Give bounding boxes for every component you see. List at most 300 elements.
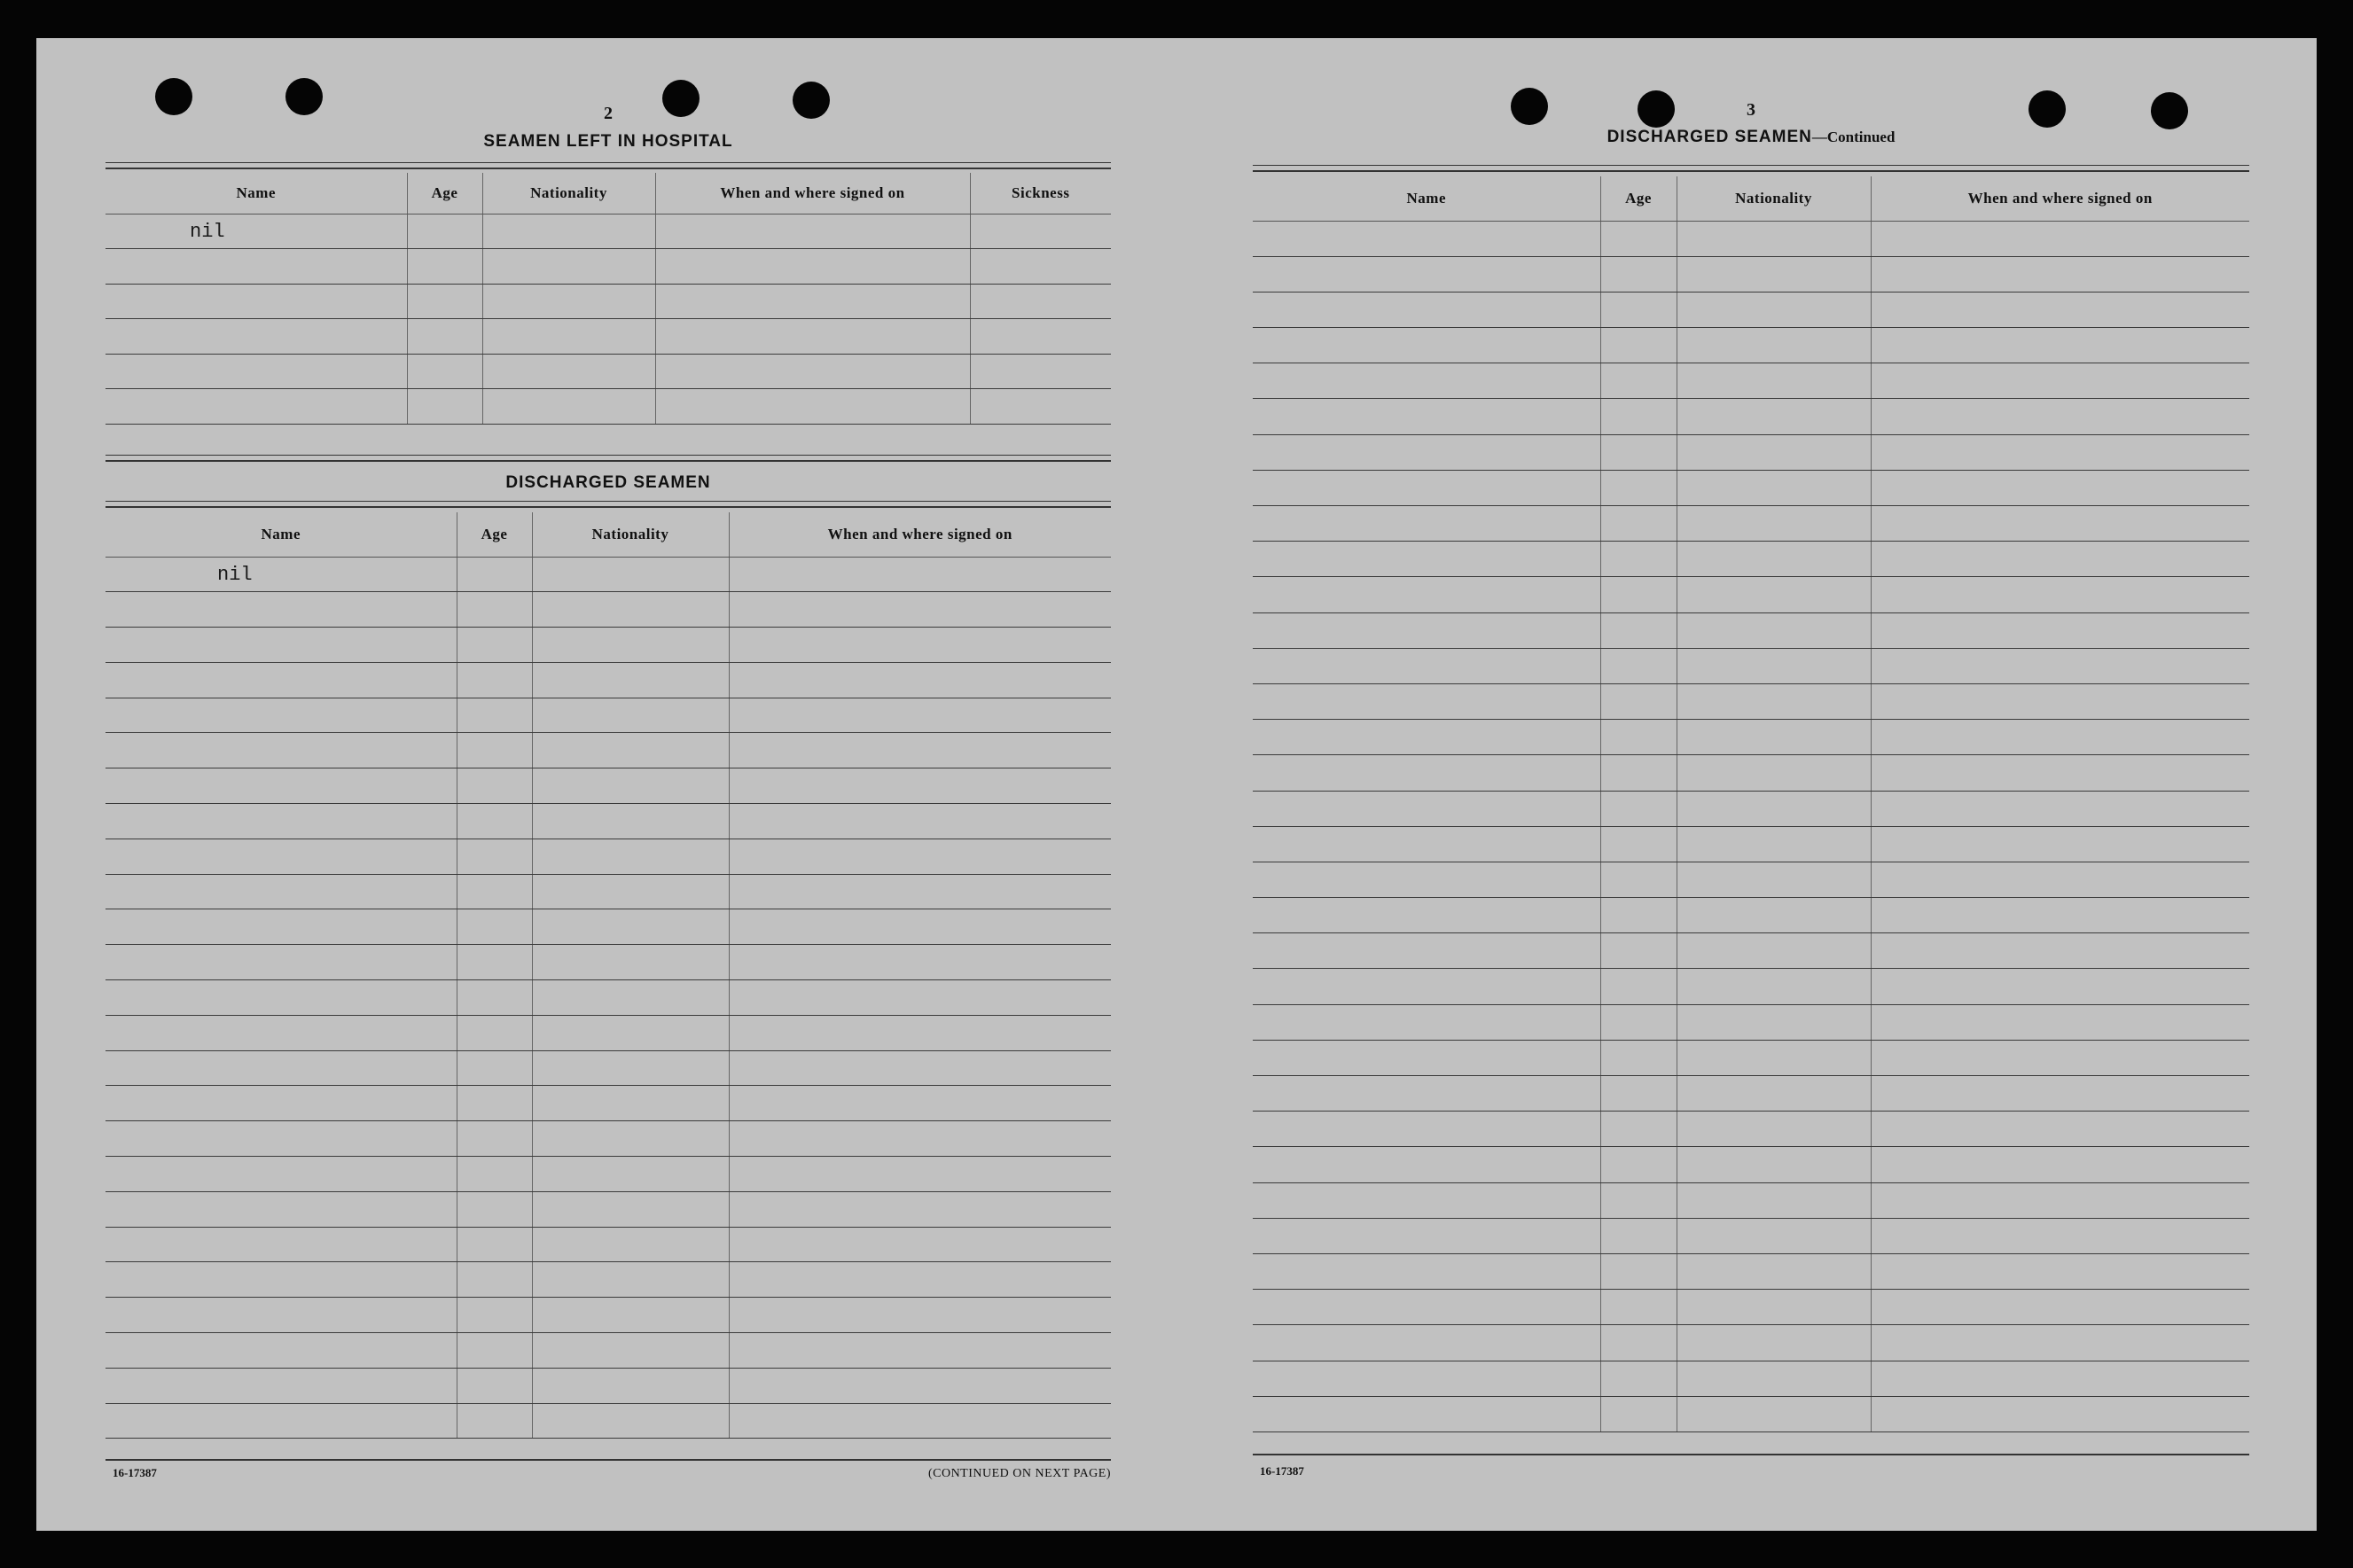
section-rule	[1253, 165, 2249, 172]
table-cell	[106, 557, 457, 592]
table-cell	[457, 1015, 532, 1050]
table-cell	[1677, 898, 1871, 933]
table-row	[106, 874, 1111, 909]
table-cell	[457, 1121, 532, 1157]
table-cell	[482, 214, 655, 249]
table-cell	[1677, 1182, 1871, 1218]
table-cell	[1871, 399, 2249, 434]
table-cell	[106, 1298, 457, 1333]
table-cell	[106, 1403, 457, 1439]
table-row	[1253, 1076, 2249, 1112]
table-cell	[532, 628, 729, 663]
table-row	[106, 804, 1111, 839]
table-cell	[1677, 470, 1871, 505]
table-row	[1253, 1004, 2249, 1040]
table-cell	[1600, 363, 1677, 399]
table-cell	[106, 389, 407, 425]
column-header-nationality: Nationality	[532, 512, 729, 557]
table-cell	[729, 1368, 1111, 1403]
column-header-nationality: Nationality	[482, 173, 655, 214]
table-cell	[729, 839, 1111, 874]
typed-entry: nil	[190, 221, 225, 243]
table-cell	[1871, 1218, 2249, 1253]
table-cell	[457, 1086, 532, 1121]
table-cell	[1677, 506, 1871, 542]
table-cell	[729, 662, 1111, 698]
table-cell	[1677, 720, 1871, 755]
hospital-table	[106, 173, 1111, 425]
table-cell	[1253, 898, 1600, 933]
table-cell	[1600, 1112, 1677, 1147]
table-cell	[1253, 328, 1600, 363]
table-cell	[106, 249, 407, 285]
table-cell	[1677, 683, 1871, 719]
table-row	[106, 1015, 1111, 1050]
table-cell	[1600, 1040, 1677, 1075]
table-cell	[970, 214, 1111, 249]
table-cell	[1600, 1325, 1677, 1361]
table-cell	[1600, 1253, 1677, 1289]
table-cell	[457, 1050, 532, 1086]
table-row	[1253, 1290, 2249, 1325]
table-row	[1253, 506, 2249, 542]
table-row	[1253, 720, 2249, 755]
table-row	[1253, 826, 2249, 862]
table-cell	[1677, 434, 1871, 470]
table-cell	[106, 284, 407, 319]
table-cell	[106, 874, 457, 909]
table-cell	[106, 1086, 457, 1121]
table-cell	[532, 768, 729, 804]
table-cell	[729, 1403, 1111, 1439]
table-cell	[1600, 256, 1677, 292]
table-cell	[1600, 898, 1677, 933]
table-cell	[655, 354, 970, 389]
table-cell	[532, 980, 729, 1016]
table-cell	[457, 1368, 532, 1403]
table-cell	[1871, 328, 2249, 363]
table-cell	[532, 662, 729, 698]
table-cell	[1677, 1147, 1871, 1182]
table-cell	[1871, 542, 2249, 577]
table-cell	[1253, 648, 1600, 683]
table-cell	[457, 945, 532, 980]
table-row	[106, 557, 1111, 592]
table-cell	[106, 804, 457, 839]
table-cell	[1600, 221, 1677, 256]
hospital-section-title: SEAMEN LEFT IN HOSPITAL	[483, 132, 733, 151]
continued-note: (CONTINUED ON NEXT PAGE)	[927, 1467, 1111, 1480]
table-cell	[482, 319, 655, 355]
column-header-age: Age	[457, 512, 532, 557]
table-cell	[1253, 1361, 1600, 1396]
table-cell	[532, 1298, 729, 1333]
table-cell	[1253, 506, 1600, 542]
table-cell	[1677, 256, 1871, 292]
table-cell	[1253, 292, 1600, 327]
section-rule	[106, 455, 1111, 462]
table-cell	[1871, 470, 2249, 505]
table-cell	[106, 1121, 457, 1157]
table-cell	[1677, 1076, 1871, 1112]
table-row	[1253, 256, 2249, 292]
table-cell	[457, 1333, 532, 1369]
table-cell	[655, 284, 970, 319]
table-cell	[457, 874, 532, 909]
table-row	[106, 909, 1111, 945]
table-cell	[1871, 826, 2249, 862]
table-cell	[1253, 470, 1600, 505]
table-cell	[729, 1157, 1111, 1192]
table-cell	[1253, 755, 1600, 791]
table-cell	[1677, 399, 1871, 434]
table-cell	[532, 1157, 729, 1192]
table-cell	[532, 1086, 729, 1121]
table-cell	[1600, 683, 1677, 719]
table-cell	[106, 980, 457, 1016]
table-cell	[729, 768, 1111, 804]
table-row	[1253, 1396, 2249, 1431]
table-cell	[1871, 1004, 2249, 1040]
table-cell	[1600, 1290, 1677, 1325]
table-cell	[1600, 292, 1677, 327]
table-cell	[655, 214, 970, 249]
table-cell	[1600, 506, 1677, 542]
table-row	[1253, 683, 2249, 719]
table-cell	[1253, 720, 1600, 755]
table-cell	[1600, 542, 1677, 577]
table-row	[106, 945, 1111, 980]
title-text: DISCHARGED SEAMEN	[1606, 128, 1812, 146]
table-cell	[106, 768, 457, 804]
table-cell	[1253, 933, 1600, 969]
table-row	[1253, 1040, 2249, 1075]
table-cell	[482, 389, 655, 425]
table-row	[106, 249, 1111, 285]
page-number: 2	[604, 104, 613, 123]
table-cell	[970, 354, 1111, 389]
table-cell	[729, 1086, 1111, 1121]
table-cell	[532, 1262, 729, 1298]
column-header-nationality: Nationality	[1677, 176, 1871, 221]
table-cell	[1600, 1396, 1677, 1431]
table-cell	[1871, 933, 2249, 969]
table-cell	[1871, 612, 2249, 648]
table-cell	[407, 354, 482, 389]
table-cell	[729, 980, 1111, 1016]
table-row	[106, 1086, 1111, 1121]
table-cell	[457, 733, 532, 768]
table-cell	[729, 1050, 1111, 1086]
table-cell	[457, 980, 532, 1016]
table-row	[1253, 1147, 2249, 1182]
table-row	[1253, 898, 2249, 933]
discharged-section-title: DISCHARGED SEAMEN	[505, 473, 711, 492]
table-row	[1253, 933, 2249, 969]
table-cell	[1871, 1076, 2249, 1112]
table-cell	[1253, 1218, 1600, 1253]
table-cell	[457, 557, 532, 592]
table-cell	[1600, 826, 1677, 862]
bottom-rule	[1253, 1454, 2249, 1455]
table-cell	[457, 628, 532, 663]
table-cell	[106, 1191, 457, 1227]
table-cell	[106, 698, 457, 733]
table-cell	[1253, 1147, 1600, 1182]
table-cell	[1677, 1112, 1871, 1147]
table-cell	[1253, 683, 1600, 719]
table-cell	[457, 1262, 532, 1298]
table-row	[1253, 292, 2249, 327]
table-row	[1253, 470, 2249, 505]
table-cell	[532, 1050, 729, 1086]
table-cell	[1677, 1325, 1871, 1361]
table-cell	[1253, 1076, 1600, 1112]
table-cell	[532, 1015, 729, 1050]
table-cell	[1253, 791, 1600, 826]
table-cell	[1871, 1147, 2249, 1182]
table-cell	[1677, 1396, 1871, 1431]
table-cell	[970, 319, 1111, 355]
table-cell	[457, 804, 532, 839]
table-cell	[106, 319, 407, 355]
table-cell	[482, 249, 655, 285]
table-row	[1253, 755, 2249, 791]
ledger-sheet	[36, 38, 2317, 1531]
table-cell	[1677, 1290, 1871, 1325]
table-cell	[1871, 434, 2249, 470]
form-number: 16-17387	[1260, 1464, 1304, 1478]
table-cell	[729, 557, 1111, 592]
table-cell	[457, 768, 532, 804]
table-cell	[1871, 1040, 2249, 1075]
table-row	[106, 1262, 1111, 1298]
table-row	[1253, 648, 2249, 683]
table-cell	[1871, 862, 2249, 897]
table-cell	[457, 698, 532, 733]
table-cell	[532, 909, 729, 945]
table-cell	[1600, 1004, 1677, 1040]
table-cell	[407, 214, 482, 249]
table-cell	[729, 804, 1111, 839]
table-row	[1253, 862, 2249, 897]
table-cell	[1677, 577, 1871, 612]
table-cell	[106, 1227, 457, 1262]
table-cell	[1871, 1290, 2249, 1325]
table-cell	[532, 1191, 729, 1227]
table-cell	[1600, 328, 1677, 363]
table-cell	[1253, 826, 1600, 862]
table-cell	[407, 249, 482, 285]
table-cell	[457, 1227, 532, 1262]
table-cell	[106, 1050, 457, 1086]
table-cell	[1677, 363, 1871, 399]
table-cell	[532, 557, 729, 592]
table-cell	[106, 909, 457, 945]
table-cell	[1253, 1112, 1600, 1147]
table-cell	[106, 1333, 457, 1369]
table-cell	[532, 733, 729, 768]
table-cell	[729, 874, 1111, 909]
table-cell	[1871, 1112, 2249, 1147]
table-cell	[532, 1333, 729, 1369]
table-cell	[532, 1227, 729, 1262]
table-cell	[1600, 577, 1677, 612]
table-cell	[1253, 1004, 1600, 1040]
table-cell	[1253, 399, 1600, 434]
table-cell	[1600, 969, 1677, 1004]
table-row	[1253, 363, 2249, 399]
table-cell	[1677, 755, 1871, 791]
table-cell	[970, 249, 1111, 285]
table-cell	[1871, 791, 2249, 826]
table-cell	[1253, 1290, 1600, 1325]
table-row	[106, 1368, 1111, 1403]
table-cell	[1600, 1361, 1677, 1396]
table-cell	[1871, 1396, 2249, 1431]
table-cell	[1677, 1253, 1871, 1289]
table-cell	[1600, 933, 1677, 969]
table-row	[106, 662, 1111, 698]
table-cell	[407, 319, 482, 355]
table-row	[106, 698, 1111, 733]
table-row	[106, 628, 1111, 663]
page-number: 3	[1747, 100, 1755, 120]
table-cell	[970, 389, 1111, 425]
table-row	[106, 1227, 1111, 1262]
column-header-name: Name	[106, 512, 457, 557]
table-cell	[729, 1015, 1111, 1050]
table-row	[106, 1298, 1111, 1333]
table-cell	[1677, 1004, 1871, 1040]
table-row	[106, 980, 1111, 1016]
table-cell	[457, 662, 532, 698]
table-cell	[1253, 1182, 1600, 1218]
table-cell	[729, 1298, 1111, 1333]
table-row	[106, 768, 1111, 804]
table-cell	[106, 214, 407, 249]
table-cell	[532, 698, 729, 733]
table-cell	[729, 733, 1111, 768]
table-cell	[1253, 1325, 1600, 1361]
table-cell	[457, 1191, 532, 1227]
table-cell	[1600, 612, 1677, 648]
table-cell	[532, 874, 729, 909]
table-cell	[1600, 470, 1677, 505]
table-cell	[1871, 292, 2249, 327]
table-cell	[729, 1262, 1111, 1298]
table-cell	[1677, 933, 1871, 969]
typed-entry: nil	[217, 564, 253, 587]
table-cell	[1253, 1253, 1600, 1289]
table-cell	[1871, 1253, 2249, 1289]
table-cell	[106, 1262, 457, 1298]
table-cell	[532, 839, 729, 874]
table-cell	[1600, 1182, 1677, 1218]
discharged-continued-table	[1253, 176, 2249, 1432]
table-cell	[1871, 506, 2249, 542]
table-cell	[1871, 1182, 2249, 1218]
table-cell	[457, 1157, 532, 1192]
table-cell	[1871, 720, 2249, 755]
table-cell	[482, 284, 655, 319]
form-number: 16-17387	[113, 1466, 157, 1479]
table-row	[1253, 577, 2249, 612]
table-row	[106, 1050, 1111, 1086]
table-row	[106, 1333, 1111, 1369]
column-header-age: Age	[1600, 176, 1677, 221]
table-row	[1253, 1361, 2249, 1396]
table-cell	[106, 354, 407, 389]
table-cell	[1677, 1040, 1871, 1075]
table-cell	[106, 839, 457, 874]
table-cell	[1871, 755, 2249, 791]
column-header-name: Name	[1253, 176, 1600, 221]
table-row	[106, 839, 1111, 874]
table-cell	[729, 628, 1111, 663]
table-cell	[1600, 862, 1677, 897]
column-header-signed-on: When and where signed on	[655, 173, 970, 214]
table-cell	[106, 628, 457, 663]
table-row	[1253, 399, 2249, 434]
table-cell	[532, 945, 729, 980]
table-cell	[1871, 969, 2249, 1004]
table-cell	[407, 284, 482, 319]
section-rule	[106, 162, 1111, 169]
column-header-signed-on: When and where signed on	[729, 512, 1111, 557]
table-cell	[1600, 1076, 1677, 1112]
table-row	[1253, 1325, 2249, 1361]
table-cell	[1253, 969, 1600, 1004]
table-cell	[1677, 1218, 1871, 1253]
table-cell	[1600, 755, 1677, 791]
table-cell	[1600, 1147, 1677, 1182]
table-cell	[729, 592, 1111, 628]
table-row	[1253, 328, 2249, 363]
table-cell	[1253, 577, 1600, 612]
table-cell	[407, 389, 482, 425]
table-cell	[1871, 363, 2249, 399]
table-row	[106, 733, 1111, 768]
table-row	[1253, 969, 2249, 1004]
table-cell	[1677, 791, 1871, 826]
table-cell	[729, 1121, 1111, 1157]
column-header-age: Age	[407, 173, 482, 214]
table-cell	[1677, 969, 1871, 1004]
table-cell	[655, 389, 970, 425]
table-row	[1253, 1112, 2249, 1147]
table-cell	[532, 1121, 729, 1157]
table-cell	[457, 592, 532, 628]
table-cell	[1600, 399, 1677, 434]
table-cell	[970, 284, 1111, 319]
table-cell	[1677, 1361, 1871, 1396]
table-cell	[1600, 720, 1677, 755]
table-row	[1253, 221, 2249, 256]
table-cell	[729, 945, 1111, 980]
table-row	[106, 1157, 1111, 1192]
table-cell	[532, 1368, 729, 1403]
table-cell	[729, 1227, 1111, 1262]
table-cell	[729, 909, 1111, 945]
table-cell	[457, 1298, 532, 1333]
table-cell	[106, 1157, 457, 1192]
table-cell	[106, 733, 457, 768]
table-cell	[1677, 826, 1871, 862]
discharged-continued-title	[1253, 128, 2249, 147]
table-row	[106, 1403, 1111, 1439]
table-cell	[1253, 1396, 1600, 1431]
